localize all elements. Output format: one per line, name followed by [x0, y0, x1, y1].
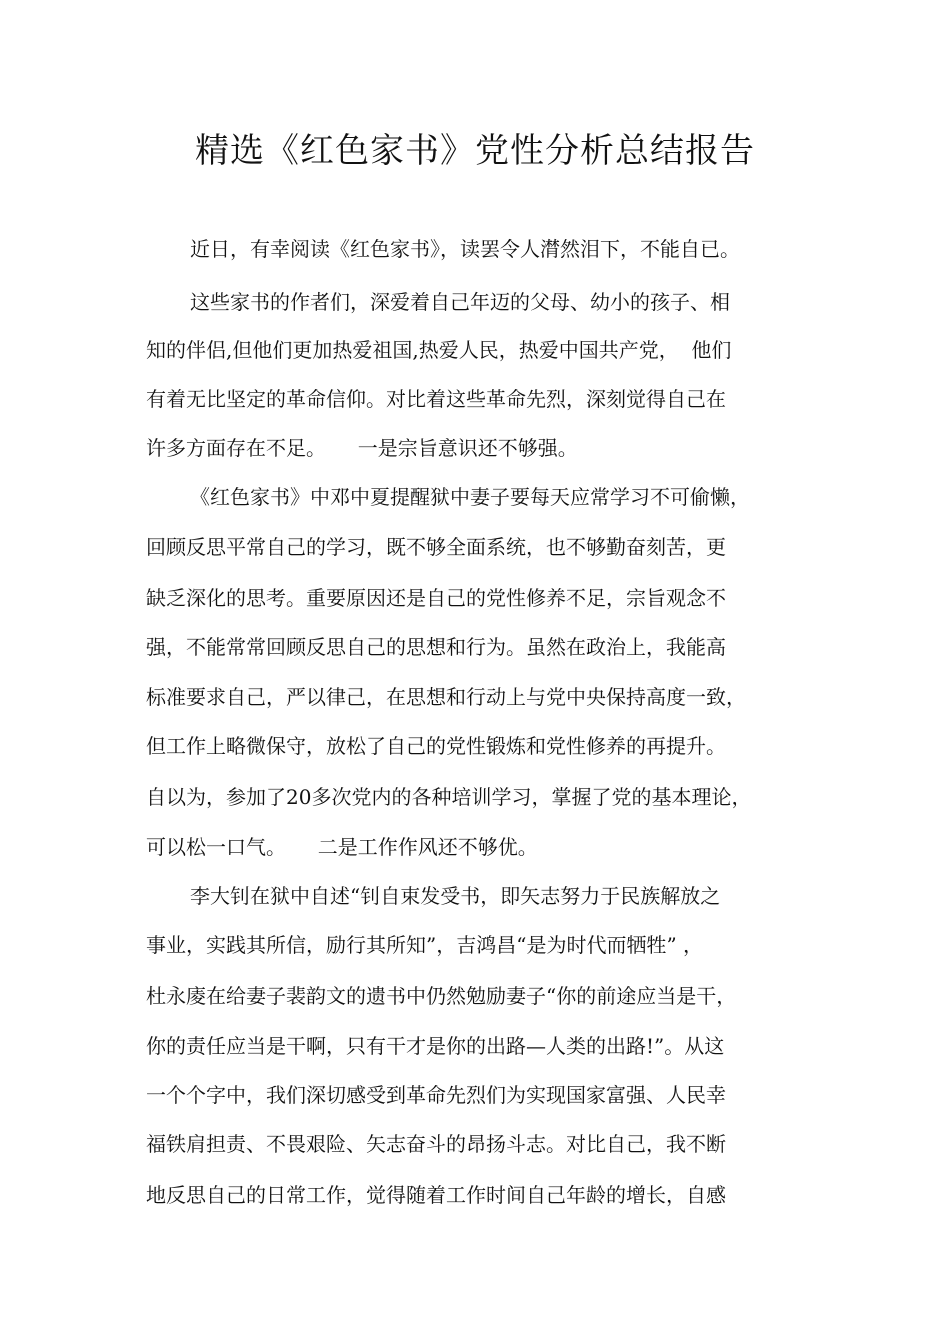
paragraph-line: 可以松一口气。 二是工作作风还不够优。: [146, 835, 538, 859]
paragraph-line: 李大钊在狱中自述“钊自束发受书，即矢志努力于民族解放之: [190, 884, 721, 908]
paragraph-line: 近日，有幸阅读《红色家书》，读罢令人潸然泪下，不能自已。: [190, 237, 740, 261]
paragraph-line: 一个个字中，我们深切感受到革命先烈们为实现国家富强、人民幸: [146, 1083, 726, 1107]
paragraph-line: 回顾反思平常自己的学习，既不够全面系统，也不够勤奋刻苦，更: [146, 535, 726, 559]
paragraph-line: 福铁肩担责、不畏艰险、矢志奋斗的昂扬斗志。对比自己，我不断: [146, 1132, 726, 1156]
paragraph-line: 杜永庱在给妻子裴韵文的遗书中仍然勉励妻子“你的前途应当是干，: [146, 984, 737, 1008]
paragraph-line: 强，不能常常回顾反思自己的思想和行为。虽然在政治上，我能高: [146, 635, 726, 659]
paragraph-line: 知的伴侣,但他们更加热爱祖国,热爱人民，热爱中国共产党， 他们: [146, 338, 732, 362]
document-title: 精选《红色家书》党性分析总结报告: [195, 131, 755, 171]
paragraph-line: 许多方面存在不足。 一是宗旨意识还不够强。: [146, 436, 578, 460]
paragraph-line: 地反思自己的日常工作，觉得随着工作时间自己年龄的增长，自感: [146, 1183, 726, 1207]
paragraph-line: 事业，实践其所信，励行其所知”，吉鸿昌“是为时代而牺牲” ，: [146, 933, 704, 957]
paragraph-line: 《红色家书》中邓中夏提醒狱中妻子要每天应常学习不可偷懒，: [190, 485, 750, 509]
paragraph-line: 标准要求自己，严以律己，在思想和行动上与党中央保持高度一致，: [146, 685, 746, 709]
paragraph-line: 这些家书的作者们，深爱着自己年迈的父母、幼小的孩子、相: [190, 290, 730, 314]
paragraph-line: 你的责任应当是干啊，只有干才是你的出路—人类的出路!”。从这: [146, 1034, 725, 1058]
paragraph-line: 但工作上略微保守，放松了自己的党性锻炼和党性修养的再提升。: [146, 734, 726, 758]
paragraph-line: 自以为，参加了20多次党内的各种培训学习，掌握了党的基本理论，: [146, 785, 752, 809]
paragraph-line: 有着无比坚定的革命信仰。对比着这些革命先烈，深刻觉得自己在: [146, 387, 726, 411]
paragraph-line: 缺乏深化的思考。重要原因还是自己的党性修养不足，宗旨观念不: [146, 586, 726, 610]
